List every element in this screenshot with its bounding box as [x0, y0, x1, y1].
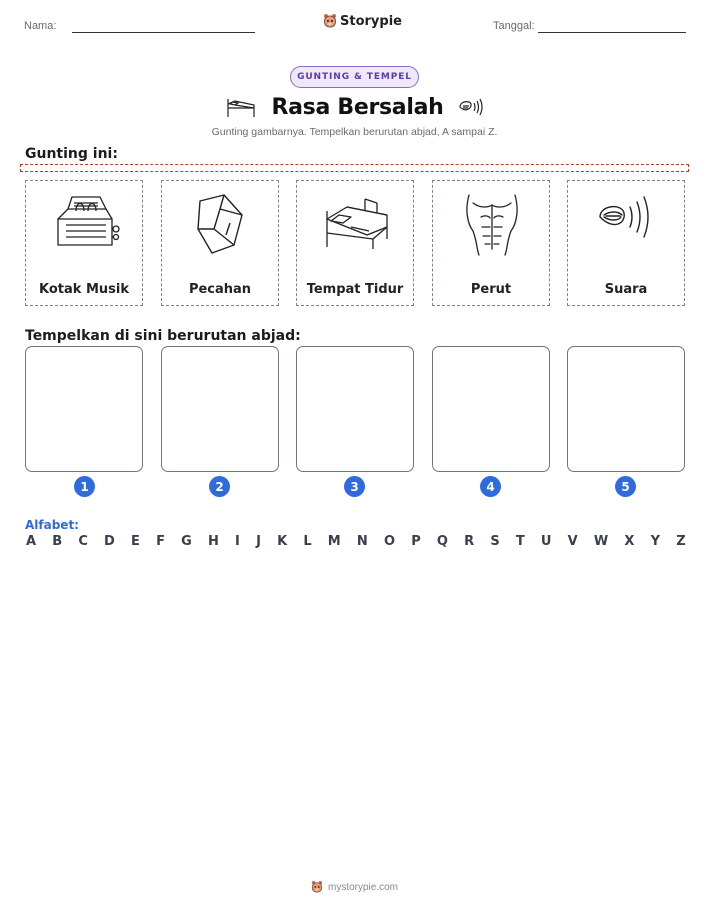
page-title: Rasa Bersalah — [271, 94, 444, 120]
alphabet-title: Alfabet: — [25, 518, 79, 532]
date-line[interactable] — [538, 32, 686, 33]
alphabet-letter: U — [540, 534, 552, 549]
slot-number: 5 — [615, 476, 636, 497]
alphabet-row — [26, 534, 686, 549]
cut-line — [20, 164, 689, 172]
alphabet-letter: E — [131, 534, 140, 549]
alphabet-letter: D — [104, 534, 115, 549]
stomach-icon — [457, 189, 527, 259]
alphabet-letter: Y — [650, 534, 661, 549]
paste-slot[interactable] — [567, 346, 685, 472]
name-line[interactable] — [72, 32, 255, 33]
alphabet-letter: L — [303, 534, 312, 549]
bed-icon — [321, 189, 391, 259]
card-label: Suara — [604, 282, 648, 297]
slot-number: 2 — [209, 476, 230, 497]
alphabet-letter: J — [256, 534, 261, 549]
cut-card[interactable] — [25, 180, 143, 306]
voice-icon — [592, 189, 662, 259]
slot-number: 4 — [480, 476, 501, 497]
footer — [0, 880, 709, 894]
voice-icon — [458, 97, 484, 117]
alphabet-letter: M — [327, 534, 341, 549]
card-label: Tempat Tidur — [306, 282, 404, 297]
alphabet-letter: P — [411, 534, 421, 549]
paste-slot[interactable] — [432, 346, 550, 472]
paste-slot[interactable] — [161, 346, 279, 472]
alphabet-letter: N — [356, 534, 368, 549]
title-row — [0, 90, 709, 124]
alphabet-letter: Z — [676, 534, 686, 549]
paste-slot[interactable] — [296, 346, 414, 472]
alphabet-letter: S — [490, 534, 500, 549]
bed-icon — [225, 94, 257, 120]
alphabet-letter: Q — [436, 534, 448, 549]
alphabet-letter: K — [277, 534, 288, 549]
alphabet-letter: I — [235, 534, 240, 549]
cut-card[interactable] — [567, 180, 685, 306]
alphabet-letter: F — [156, 534, 165, 549]
alphabet-letter: W — [593, 534, 609, 549]
cut-card[interactable] — [161, 180, 279, 306]
cut-card[interactable] — [432, 180, 550, 306]
alphabet-letter: O — [383, 534, 396, 549]
alphabet-letter: B — [52, 534, 63, 549]
brand-name: Storypie — [340, 13, 402, 29]
alphabet-letter: H — [207, 534, 219, 549]
instructions: Gunting gambarnya. Tempelkan berurutan abjad, A sampai Z. — [211, 126, 498, 138]
card-label: Perut — [470, 282, 512, 297]
cut-card[interactable] — [296, 180, 414, 306]
shard-icon — [186, 189, 256, 259]
slot-number: 1 — [74, 476, 95, 497]
paste-section-title: Tempelkan di sini berurutan abjad: — [25, 328, 301, 344]
name-label: Nama: — [24, 20, 57, 32]
brand-logo — [323, 13, 402, 29]
alphabet-letter: R — [464, 534, 475, 549]
alphabet-letter: A — [26, 534, 37, 549]
storypie-mascot-icon — [323, 13, 337, 29]
card-label: Pecahan — [188, 282, 252, 297]
alphabet-letter: G — [181, 534, 192, 549]
date-label: Tanggal: — [493, 20, 535, 32]
alphabet-letter: C — [78, 534, 88, 549]
activity-badge: GUNTING & TEMPEL — [290, 66, 419, 88]
alphabet-letter: T — [515, 534, 525, 549]
alphabet-letter: V — [567, 534, 578, 549]
storypie-mascot-icon — [311, 880, 323, 894]
alphabet-letter: X — [624, 534, 635, 549]
paste-slot[interactable] — [25, 346, 143, 472]
card-label: Kotak Musik — [39, 282, 129, 297]
slot-number: 3 — [344, 476, 365, 497]
footer-url[interactable]: mystorypie.com — [327, 881, 398, 893]
cut-section-title: Gunting ini: — [25, 146, 118, 162]
music-box-icon — [50, 189, 120, 259]
